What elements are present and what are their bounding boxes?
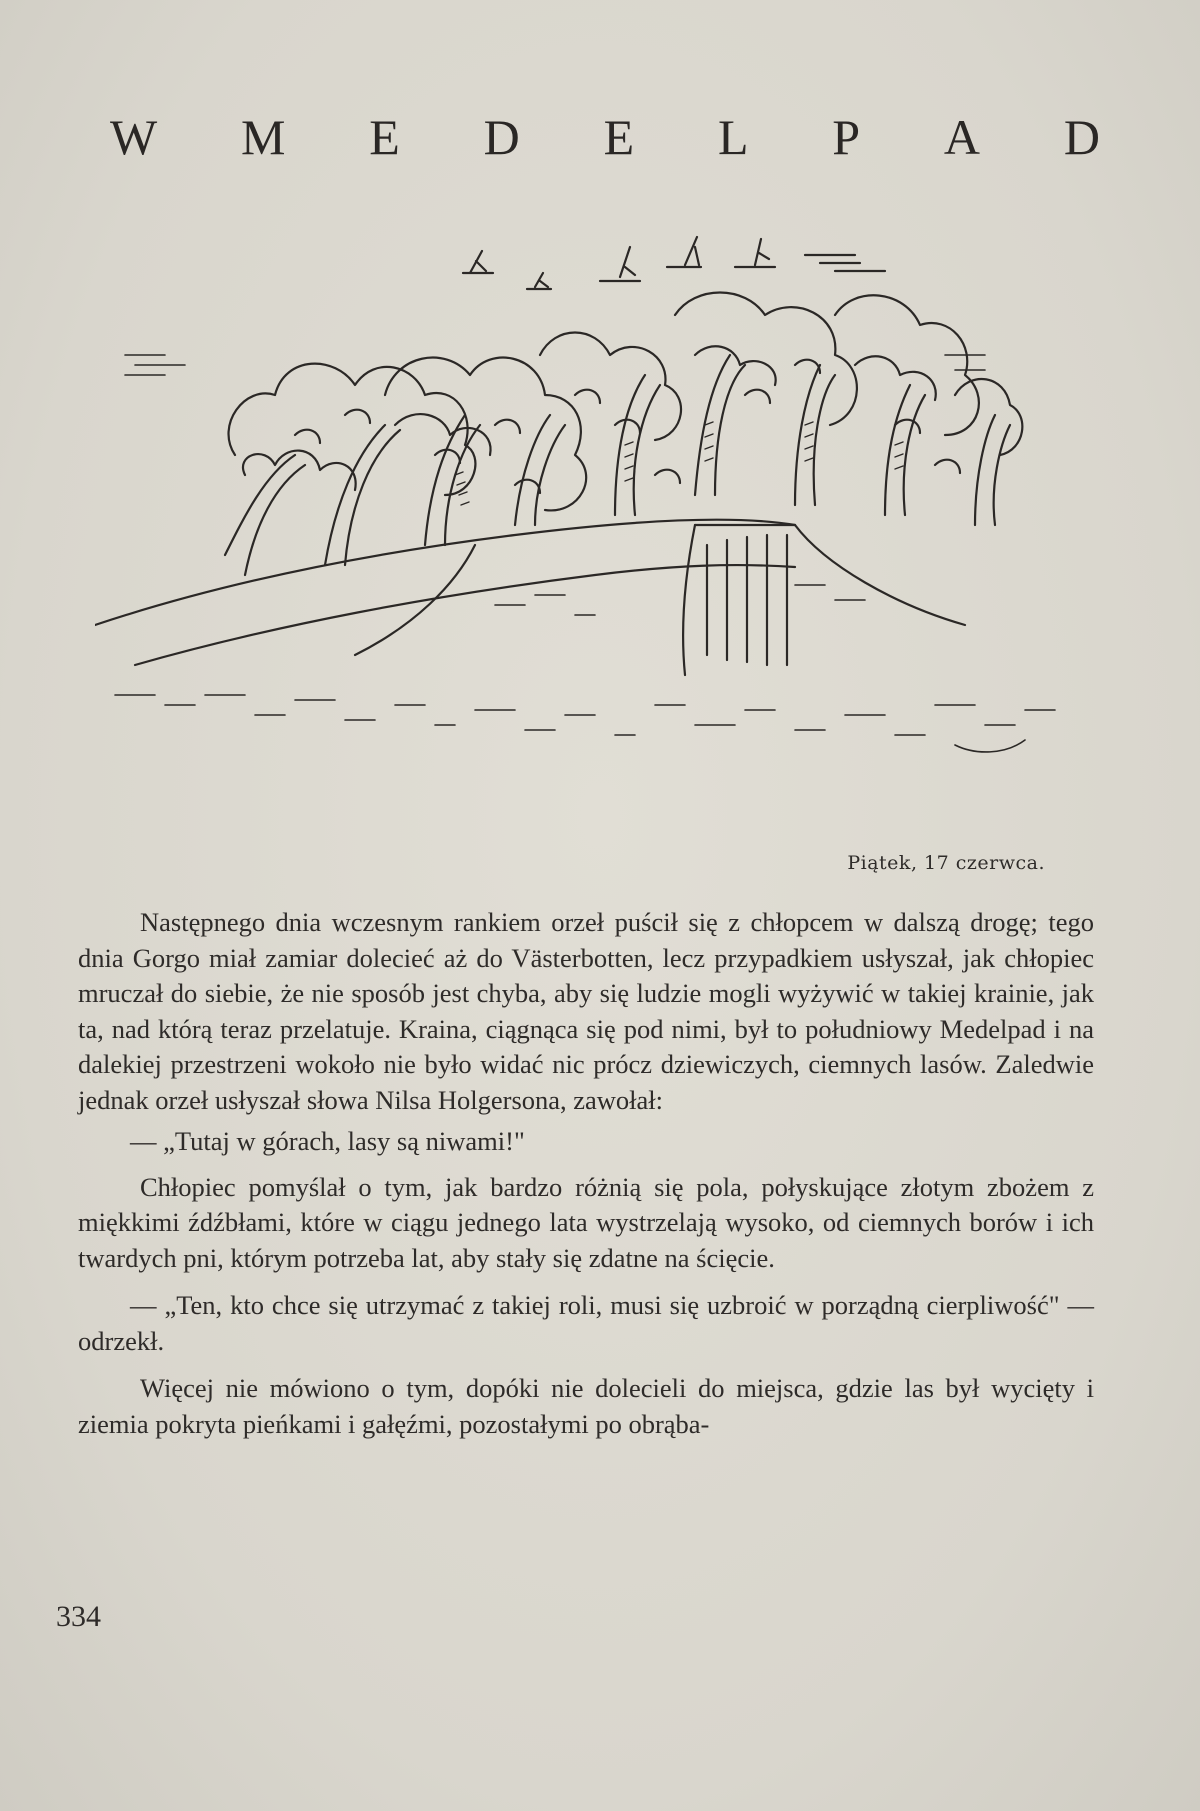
title-letter: D [1063, 109, 1100, 165]
title-letter: M [241, 109, 286, 165]
chapter-title [110, 108, 1100, 166]
paragraph: Chłopiec pomyślał o tym, jak bardzo różnią się pola, połyskujące złotym zbożem z miękkimi źdźbłami, które w ciągu jednego lata wystrzelają wysoko, od ciemnych borów i ich twardych pni, którym potrzeba lat, aby stały się zdatne na ścięcie. [78, 1171, 1094, 1273]
title-letter: D [483, 109, 520, 165]
title-letter: E [369, 109, 400, 165]
paragraph: — „Tutaj w górach, lasy są niwami!" [130, 1126, 525, 1156]
body-text [78, 905, 1094, 1448]
paragraph: Następnego dnia wczesnym rankiem orzeł puścił się z chłopcem w dalszą drogę; tego dnia Gorgo miał zamiar dolecieć aż do Västerbotten, lecz przypadkiem usłyszał, jak chłopiec mruczał do siebie, że nie sposób jest chyba, aby się ludzie mogli wyżywić w takiej krainie, jak ta, nad którą teraz przelatuje. Kraina, ciągnąca się pod nimi, był to południowy Medelpad i na dalekiej przestrzeni wokoło nie było widać nic prócz dziewiczych, ciemnych lasów. Zaledwie jednak orzeł usłyszał słowa Nilsa Holgersona, zawołał: [78, 907, 1094, 1115]
date-line: Piątek, 17 czerwca. [847, 852, 1045, 874]
grass [115, 355, 1055, 752]
forest-landscape-sketch-icon [95, 225, 1090, 780]
bird-icon [463, 237, 885, 289]
title-letter: L [717, 109, 749, 165]
paragraph: Więcej nie mówiono o tym, dopóki nie dolecieli do miejsca, gdzie las był wycięty i ziemia pokryta pieńkami i gałęźmi, pozostałymi po obrąba- [78, 1373, 1094, 1439]
title-letter: P [832, 109, 861, 165]
title-letter: E [603, 109, 635, 165]
road [95, 520, 965, 675]
paragraph: — „Ten, kto chce się utrzymać z takiej roli, musi się uzbroić w porządną cierpliwość" — odrzekł. [78, 1290, 1094, 1356]
title-letter: W [110, 109, 158, 165]
trunk-hatching [455, 422, 903, 505]
title-letter: A [943, 109, 981, 165]
page-number: 334 [56, 1600, 101, 1633]
